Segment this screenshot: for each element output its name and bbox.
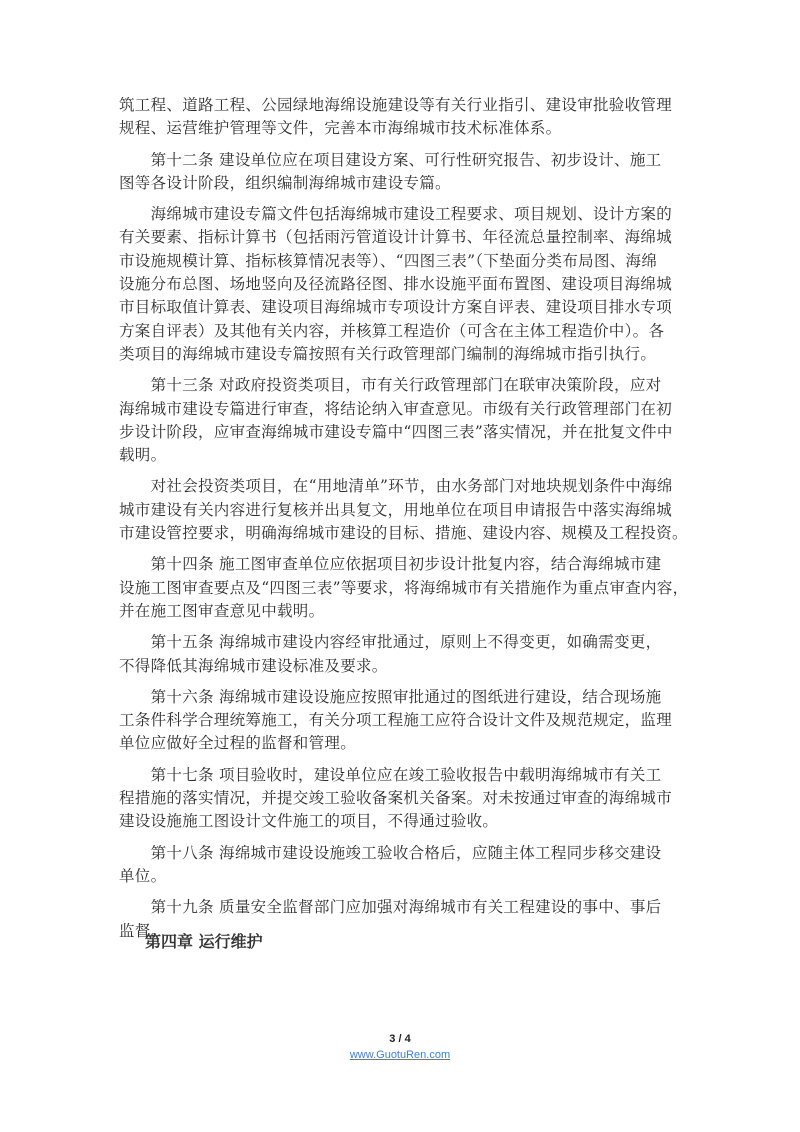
text-line: 第十八条 海绵城市建设设施竣工验收合格后，应随主体工程同步移交建设 xyxy=(119,843,662,862)
paragraph xyxy=(119,631,699,678)
text-line: 对社会投资类项目，在“用地清单”环节，由水务部门对地块规划条件中海绵 xyxy=(119,477,673,496)
document-body xyxy=(119,94,699,951)
text-line: 市建设管控要求，明确海绵城市建设的目标、措施、建设内容、规模及工程投资。 xyxy=(119,524,688,543)
text-line: 第十九条 质量安全监督部门应加强对海绵城市有关工程建设的事中、事后 xyxy=(119,898,662,917)
text-line: 监督。 xyxy=(119,921,167,940)
paragraph xyxy=(119,149,699,196)
text-line: 筑工程、道路工程、公园绿地海绵设施建设等有关行业指引、建设审批验收管理 xyxy=(119,96,673,114)
paragraph xyxy=(119,686,699,756)
text-line: 第十四条 施工图审查单位应依据项目初步设计批复内容，结合海绵城市建 xyxy=(119,555,662,574)
text-line: 并在施工图审查意见中载明。 xyxy=(119,601,325,620)
text-line: 海绵城市建设专篇进行审查，将结论纳入审查意见。市级有关行政管理部门在初 xyxy=(119,399,673,418)
paragraph xyxy=(119,842,699,889)
text-line: 设施工图审查要点及“四图三表”等要求，将海绵城市有关措施作为重点审查内容， xyxy=(119,578,689,597)
text-line: 设施分布总图、场地竖向及径流路径图、排水设施平面布置图、建设项目海绵城 xyxy=(119,275,673,294)
paragraph xyxy=(119,475,699,545)
chapter-heading: 第四章 运行维护 xyxy=(145,932,263,951)
text-line: 第十五条 海绵城市建设内容经审批通过，原则上不得变更，如确需变更， xyxy=(119,633,662,652)
page-number: 3 / 4 xyxy=(389,1033,411,1045)
text-line: 方案自评表）及其他有关内容，并核算工程造价（可含在主体工程造价中）。各 xyxy=(119,321,665,340)
paragraph xyxy=(119,764,699,834)
text-line: 图等各设计阶段，组织编制海绵城市建设专篇。 xyxy=(119,173,451,192)
text-line: 不得降低其海绵城市建设标准及要求。 xyxy=(119,656,388,675)
text-line: 海绵城市建设专篇文件包括海绵城市建设工程要求、项目规划、设计方案的 xyxy=(119,205,673,224)
text-line: 城市建设有关内容进行复核并出具复文，用地单位在项目申请报告中落实海绵城 xyxy=(119,500,673,519)
text-line: 市目标取值计算表、建设项目海绵城市专项设计方案自评表、建设项目排水专项 xyxy=(119,298,673,317)
text-line: 第十三条 对政府投资类项目，市有关行政管理部门在联审决策阶段，应对 xyxy=(119,376,662,395)
text-line: 步设计阶段，应审查海绵城市建设专篇中“四图三表”落实情况，并在批复文件中 xyxy=(119,422,673,441)
text-line: 单位。 xyxy=(119,866,167,885)
text-line: 第十六条 海绵城市建设设施应按照审批通过的图纸进行建设，结合现场施 xyxy=(119,687,662,706)
text-line: 载明。 xyxy=(119,446,167,465)
text-line: 建设设施施工图设计文件施工的项目，不得通过验收。 xyxy=(119,812,499,831)
text-line: 市设施规模计算、指标核算情况表等）、“四图三表”（下垫面分类布局图、海绵 xyxy=(119,251,658,270)
paragraph xyxy=(119,374,699,467)
footer-link-container xyxy=(0,1049,800,1061)
paragraph xyxy=(119,203,699,366)
text-line: 单位应做好全过程的监督和管理。 xyxy=(119,734,357,753)
text-line: 有关要素、指标计算书（包括雨污管道设计计算书、年径流总量控制率、海绵城 xyxy=(119,228,673,247)
text-line: 类项目的海绵城市建设专篇按照有关行政管理部门编制的海绵城市指引执行。 xyxy=(119,344,657,363)
text-line: 第十二条 建设单位应在项目建设方案、可行性研究报告、初步设计、施工 xyxy=(119,150,662,169)
paragraph xyxy=(119,94,699,141)
text-line: 规程、运营维护管理等文件，完善本市海绵城市技术标准体系。 xyxy=(119,119,562,138)
paragraph xyxy=(119,553,699,623)
text-line: 程措施的落实情况，并提交竣工验收备案机关备案。对未按通过审查的海绵城市 xyxy=(119,789,673,808)
footer-website-link[interactable]: www.GuotuRen.com xyxy=(349,1049,451,1061)
text-line: 工条件科学合理统筹施工，有关分项工程施工应符合设计文件及规范规定，监理 xyxy=(119,711,673,730)
text-line: 第十七条 项目验收时，建设单位应在竣工验收报告中载明海绵城市有关工 xyxy=(119,765,662,784)
